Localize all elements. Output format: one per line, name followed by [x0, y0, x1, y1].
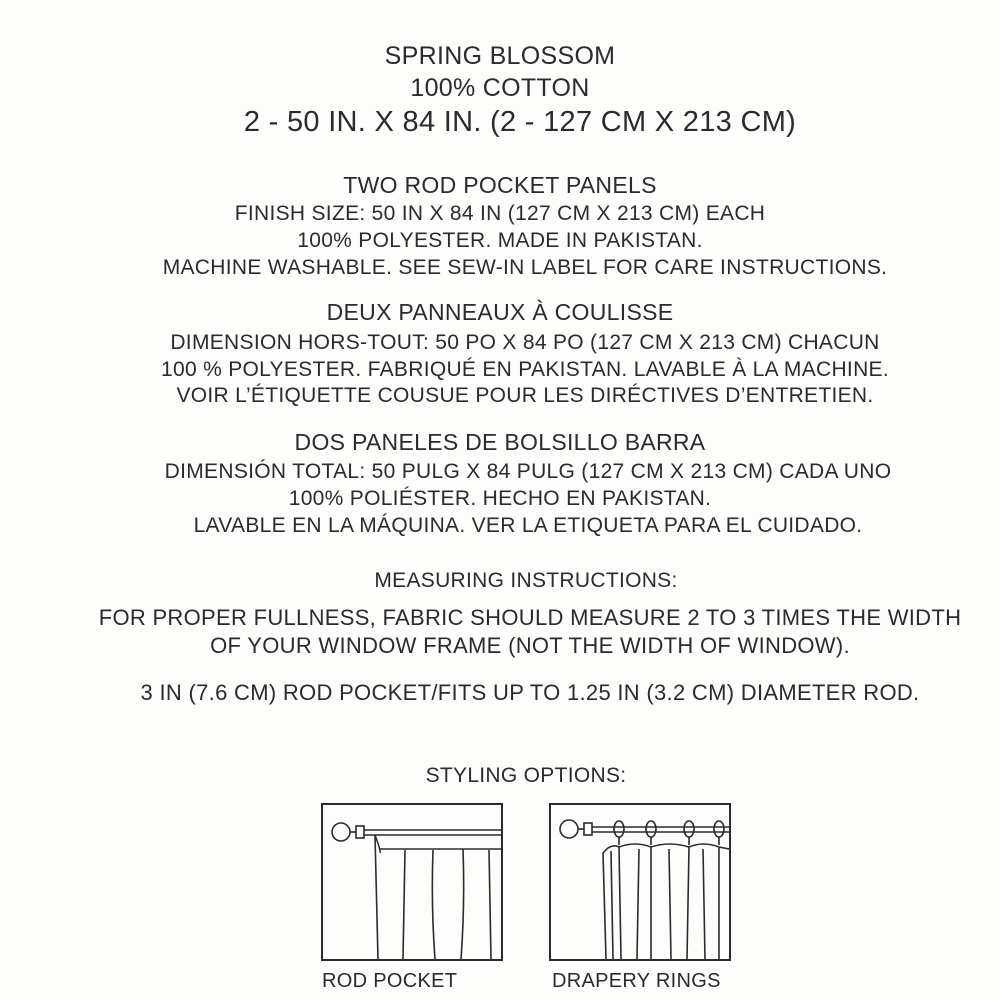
- spanish-line-2: 100% POLIÉSTER. HECHO EN PAKISTAN.: [288, 487, 712, 510]
- french-line-1: DIMENSION HORS-TOUT: 50 PO X 84 PO (127 CM X 213 CM) CHACUN: [170, 331, 880, 354]
- spanish-line-1: DIMENSIÓN TOTAL: 50 PULG X 84 PULG (127 CM X 213 CM) CADA UNO: [164, 460, 892, 483]
- drapery-rings-icon: [551, 805, 729, 959]
- english-line-3: MACHINE WASHABLE. SEE SEW-IN LABEL FOR CARE INSTRUCTIONS.: [162, 256, 888, 279]
- english-line-2: 100% POLYESTER. MADE IN PAKISTAN.: [297, 229, 703, 252]
- english-heading: TWO ROD POCKET PANELS: [343, 172, 657, 198]
- styling-heading: STYLING OPTIONS:: [425, 764, 627, 787]
- rod-pocket-icon: [323, 805, 501, 959]
- measuring-line-1: FOR PROPER FULLNESS, FABRIC SHOULD MEASURE 2 TO 3 TIMES THE WIDTH: [98, 605, 962, 630]
- spanish-heading: DOS PANELES DE BOLSILLO BARRA: [294, 429, 706, 455]
- material: 100% COTTON: [410, 74, 590, 102]
- drapery-rings-label: DRAPERY RINGS: [552, 970, 721, 992]
- measuring-heading: MEASURING INSTRUCTIONS:: [374, 569, 678, 592]
- rod-pocket-illustration: [321, 803, 503, 961]
- french-line-2: 100 % POLYESTER. FABRIQUÉ EN PAKISTAN. LAVABLE À LA MACHINE.: [161, 358, 889, 381]
- rod-pocket-label: ROD POCKET: [322, 970, 458, 992]
- english-line-1: FINISH SIZE: 50 IN X 84 IN (127 CM X 213 CM) EACH: [234, 202, 766, 225]
- french-line-3: VOIR L’ÉTIQUETTE COUSUE POUR LES DIRÉCTIVES D’ENTRETIEN.: [176, 384, 874, 407]
- drapery-rings-illustration: [549, 803, 731, 961]
- spanish-line-3: LAVABLE EN LA MÁQUINA. VER LA ETIQUETA PARA EL CUIDADO.: [193, 514, 863, 537]
- french-heading: DEUX PANNEAUX À COULISSE: [326, 299, 674, 325]
- size-spec: 2 - 50 IN. X 84 IN. (2 - 127 CM X 213 CM): [243, 106, 797, 138]
- rod-info: 3 IN (7.6 CM) ROD POCKET/FITS UP TO 1.25 IN (3.2 CM) DIAMETER ROD.: [140, 680, 920, 705]
- measuring-line-2: OF YOUR WINDOW FRAME (NOT THE WIDTH OF WINDOW).: [210, 633, 850, 658]
- product-name: SPRING BLOSSOM: [384, 42, 616, 70]
